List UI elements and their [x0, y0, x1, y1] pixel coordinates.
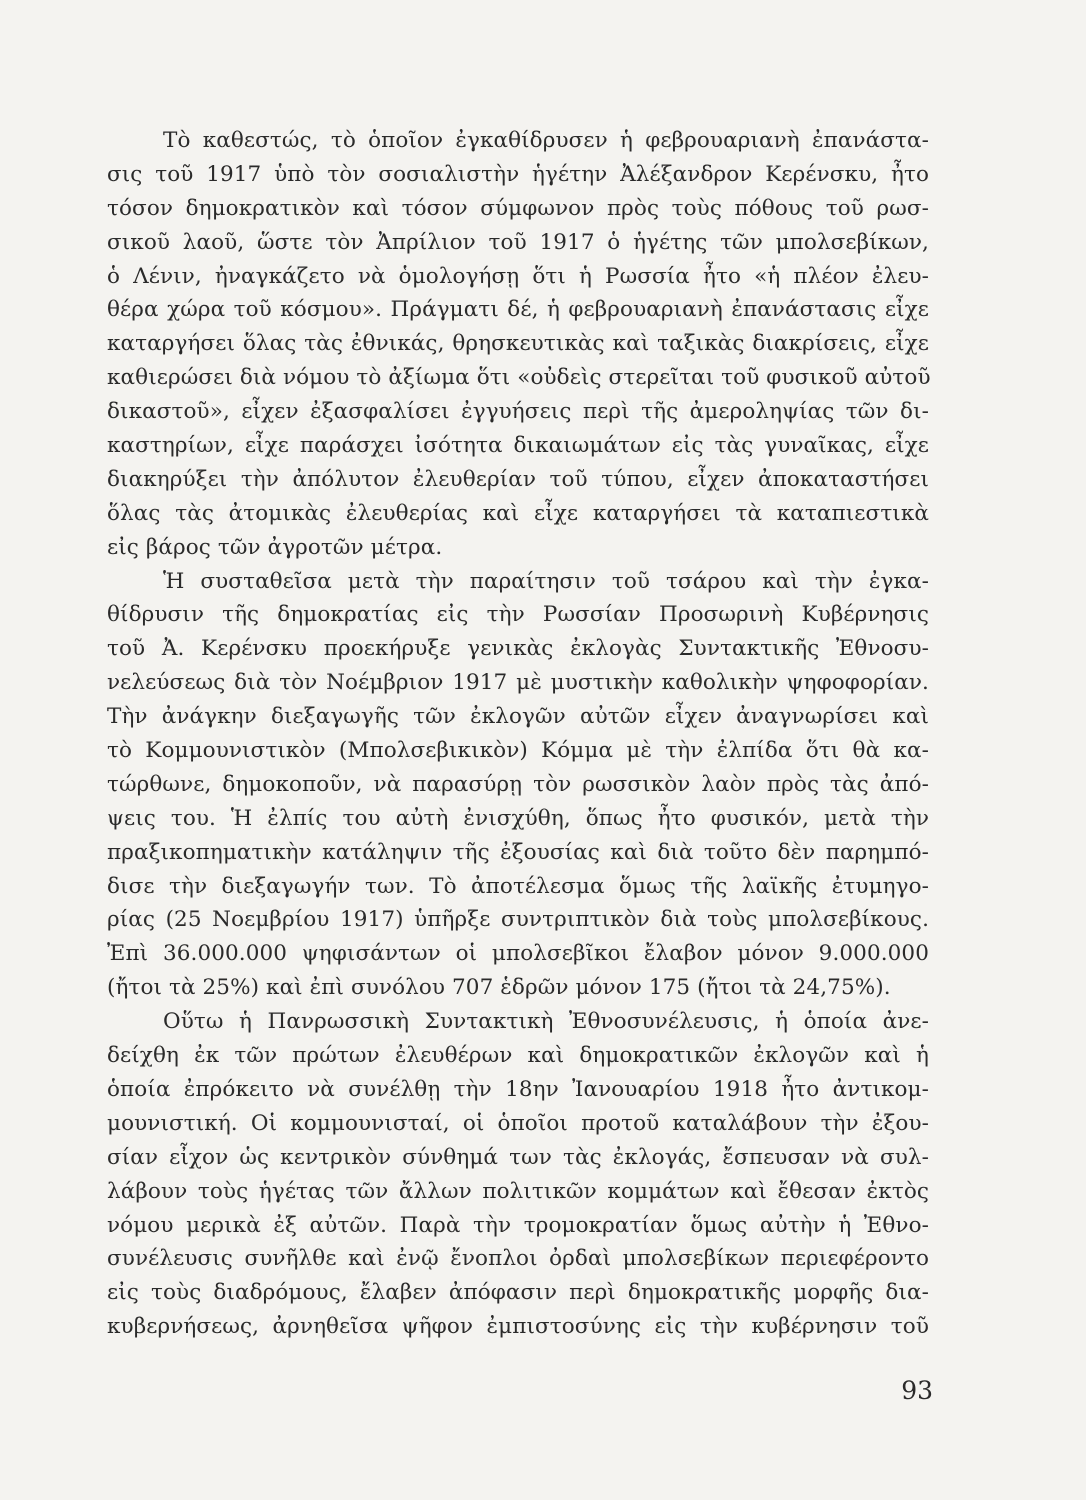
text-line: θέρα χώρα τοῦ κόσμου». Πράγματι δέ, ἡ φεβρουαριανὴ ἐπανάστασις εἶχε: [107, 297, 929, 323]
text-line: λάβουν τοὺς ἡγέτας τῶν ἄλλων πολιτικῶν κομμάτων καὶ ἔθεσαν ἐκτὸς: [107, 1178, 929, 1204]
text-line: Τὴν ἀνάγκην διεξαγωγῆς τῶν ἐκλογῶν αὐτῶν εἶχεν ἀναγνωρίσει καὶ: [107, 704, 929, 730]
text-line: καθιερώσει διὰ νόμου τὸ ἀξίωμα ὅτι «οὐδεὶς στερεῖται τοῦ φυσικοῦ αὐτοῦ: [107, 365, 931, 391]
text-line: δισε τὴν διεξαγωγήν των. Τὸ ἀποτέλεσμα ὅμως τῆς λαϊκῆς ἐτυμηγο-: [107, 873, 929, 899]
text-line: εἰς βάρος τῶν ἀγροτῶν μέτρα.: [107, 534, 443, 560]
text-line: μουνιστική. Οἱ κομμουνισταί, οἱ ὁποῖοι προτοῦ καταλάβουν τὴν ἐξου-: [107, 1110, 929, 1136]
text-line: Ἐπὶ 36.000.000 ψηφισάντων οἱ μπολσεβῖκοι ἔλαβον μόνον 9.000.000: [107, 941, 929, 967]
text-line: τώρθωνε, δημοκοποῦν, νὰ παρασύρῃ τὸν ρωσσικὸν λαὸν πρὸς τὰς ἀπό-: [107, 771, 929, 797]
text-line: καστηρίων, εἶχε παράσχει ἰσότητα δικαιωμάτων εἰς τὰς γυναῖκας, εἶχε: [107, 433, 929, 459]
text-line: σίαν εἶχον ὡς κεντρικὸν σύνθημά των τὰς ἐκλογάς, ἔσπευσαν νὰ συλ-: [107, 1144, 929, 1170]
text-line: δείχθη ἐκ τῶν πρώτων ἐλευθέρων καὶ δημοκρατικῶν ἐκλογῶν καὶ ἡ: [107, 1043, 929, 1069]
text-line: τοῦ Ἀ. Κερένσκυ προεκήρυξε γενικὰς ἐκλογὰς Συντακτικῆς Ἐθνοσυ-: [107, 636, 929, 662]
text-line: θίδρυσιν τῆς δημοκρατίας εἰς τὴν Ρωσσίαν Προσωρινὴ Κυβέρνησις: [107, 602, 929, 628]
text-line: ὅλας τὰς ἀτομικὰς ἐλευθερίας καὶ εἶχε καταργήσει τὰ καταπιεστικὰ: [107, 500, 929, 526]
text-line: πραξικοπηματικὴν κατάληψιν τῆς ἐξουσίας καὶ διὰ τοῦτο δὲν παρημπό-: [107, 839, 929, 865]
text-line: νόμου μερικὰ ἐξ αὐτῶν. Παρὰ τὴν τρομοκρατίαν ὅμως αὐτὴν ἡ Ἐθνο-: [107, 1212, 929, 1238]
text-line: τόσον δημοκρατικὸν καὶ τόσον σύμφωνον πρὸς τοὺς πόθους τοῦ ρωσ-: [107, 195, 929, 221]
text-line: (ἤτοι τὰ 25%) καὶ ἐπὶ συνόλου 707 ἑδρῶν μόνον 175 (ἤτοι τὰ 24,75%).: [107, 975, 891, 1001]
text-line: τὸ Κομμουνιστικὸν (Μπολσεβικικὸν) Κόμμα μὲ τὴν ἐλπίδα ὅτι θὰ κα-: [107, 738, 929, 764]
body-text: [107, 124, 929, 1344]
text-line: ψεις του. Ἡ ἐλπίς του αὐτὴ ἐνισχύθη, ὅπως ἦτο φυσικόν, μετὰ τὴν: [107, 805, 929, 831]
text-line: Ἡ συσταθεῖσα μετὰ τὴν παραίτησιν τοῦ τσάρου καὶ τὴν ἐγκα-: [163, 568, 929, 594]
page-number: 93: [901, 1376, 933, 1405]
text-line: συνέλευσις συνῆλθε καὶ ἐνῷ ἔνοπλοι ὀρδαὶ μπολσεβίκων περιεφέροντο: [107, 1246, 929, 1272]
text-line: ὁ Λένιν, ἠναγκάζετο νὰ ὁμολογήσῃ ὅτι ἡ Ρωσσία ἦτο «ἡ πλέον ἐλευ-: [107, 263, 929, 289]
text-line: Οὕτω ἡ Πανρωσσικὴ Συντακτικὴ Ἐθνοσυνέλευσις, ἡ ὁποία ἀνε-: [163, 1009, 929, 1035]
text-line: διακηρύξει τὴν ἀπόλυτον ἐλευθερίαν τοῦ τύπου, εἶχεν ἀποκαταστήσει: [107, 466, 929, 492]
text-line: δικαστοῦ», εἶχεν ἐξασφαλίσει ἐγγυήσεις περὶ τῆς ἀμεροληψίας τῶν δι-: [107, 399, 929, 425]
text-line: ὁποία ἐπρόκειτο νὰ συνέλθῃ τὴν 18ην Ἰανουαρίου 1918 ἦτο ἀντικομ-: [107, 1076, 929, 1102]
text-line: νελεύσεως διὰ τὸν Νοέμβριον 1917 μὲ μυστικὴν καθολικὴν ψηφοφορίαν.: [107, 670, 929, 696]
text-line: σις τοῦ 1917 ὑπὸ τὸν σοσιαλιστὴν ἡγέτην Ἀλέξανδρον Κερένσκυ, ἦτο: [107, 161, 929, 187]
text-line: καταργήσει ὅλας τὰς ἐθνικάς, θρησκευτικὰς καὶ ταξικὰς διακρίσεις, εἶχε: [107, 331, 929, 357]
text-line: Τὸ καθεστώς, τὸ ὁποῖον ἐγκαθίδρυσεν ἡ φεβρουαριανὴ ἐπανάστα-: [163, 128, 929, 153]
text-line: σικοῦ λαοῦ, ὥστε τὸν Ἀπρίλιον τοῦ 1917 ὁ ἡγέτης τῶν μπολσεβίκων,: [107, 229, 929, 255]
text-line: ρίας (25 Νοεμβρίου 1917) ὑπῆρξε συντριπτικὸν διὰ τοὺς μπολσεβίκους.: [107, 907, 929, 933]
text-line: κυβερνήσεως, ἀρνηθεῖσα ψῆφον ἐμπιστοσύνης εἰς τὴν κυβέρνησιν τοῦ: [107, 1314, 929, 1340]
text-line: εἰς τοὺς διαδρόμους, ἔλαβεν ἀπόφασιν περὶ δημοκρατικῆς μορφῆς δια-: [107, 1280, 929, 1306]
